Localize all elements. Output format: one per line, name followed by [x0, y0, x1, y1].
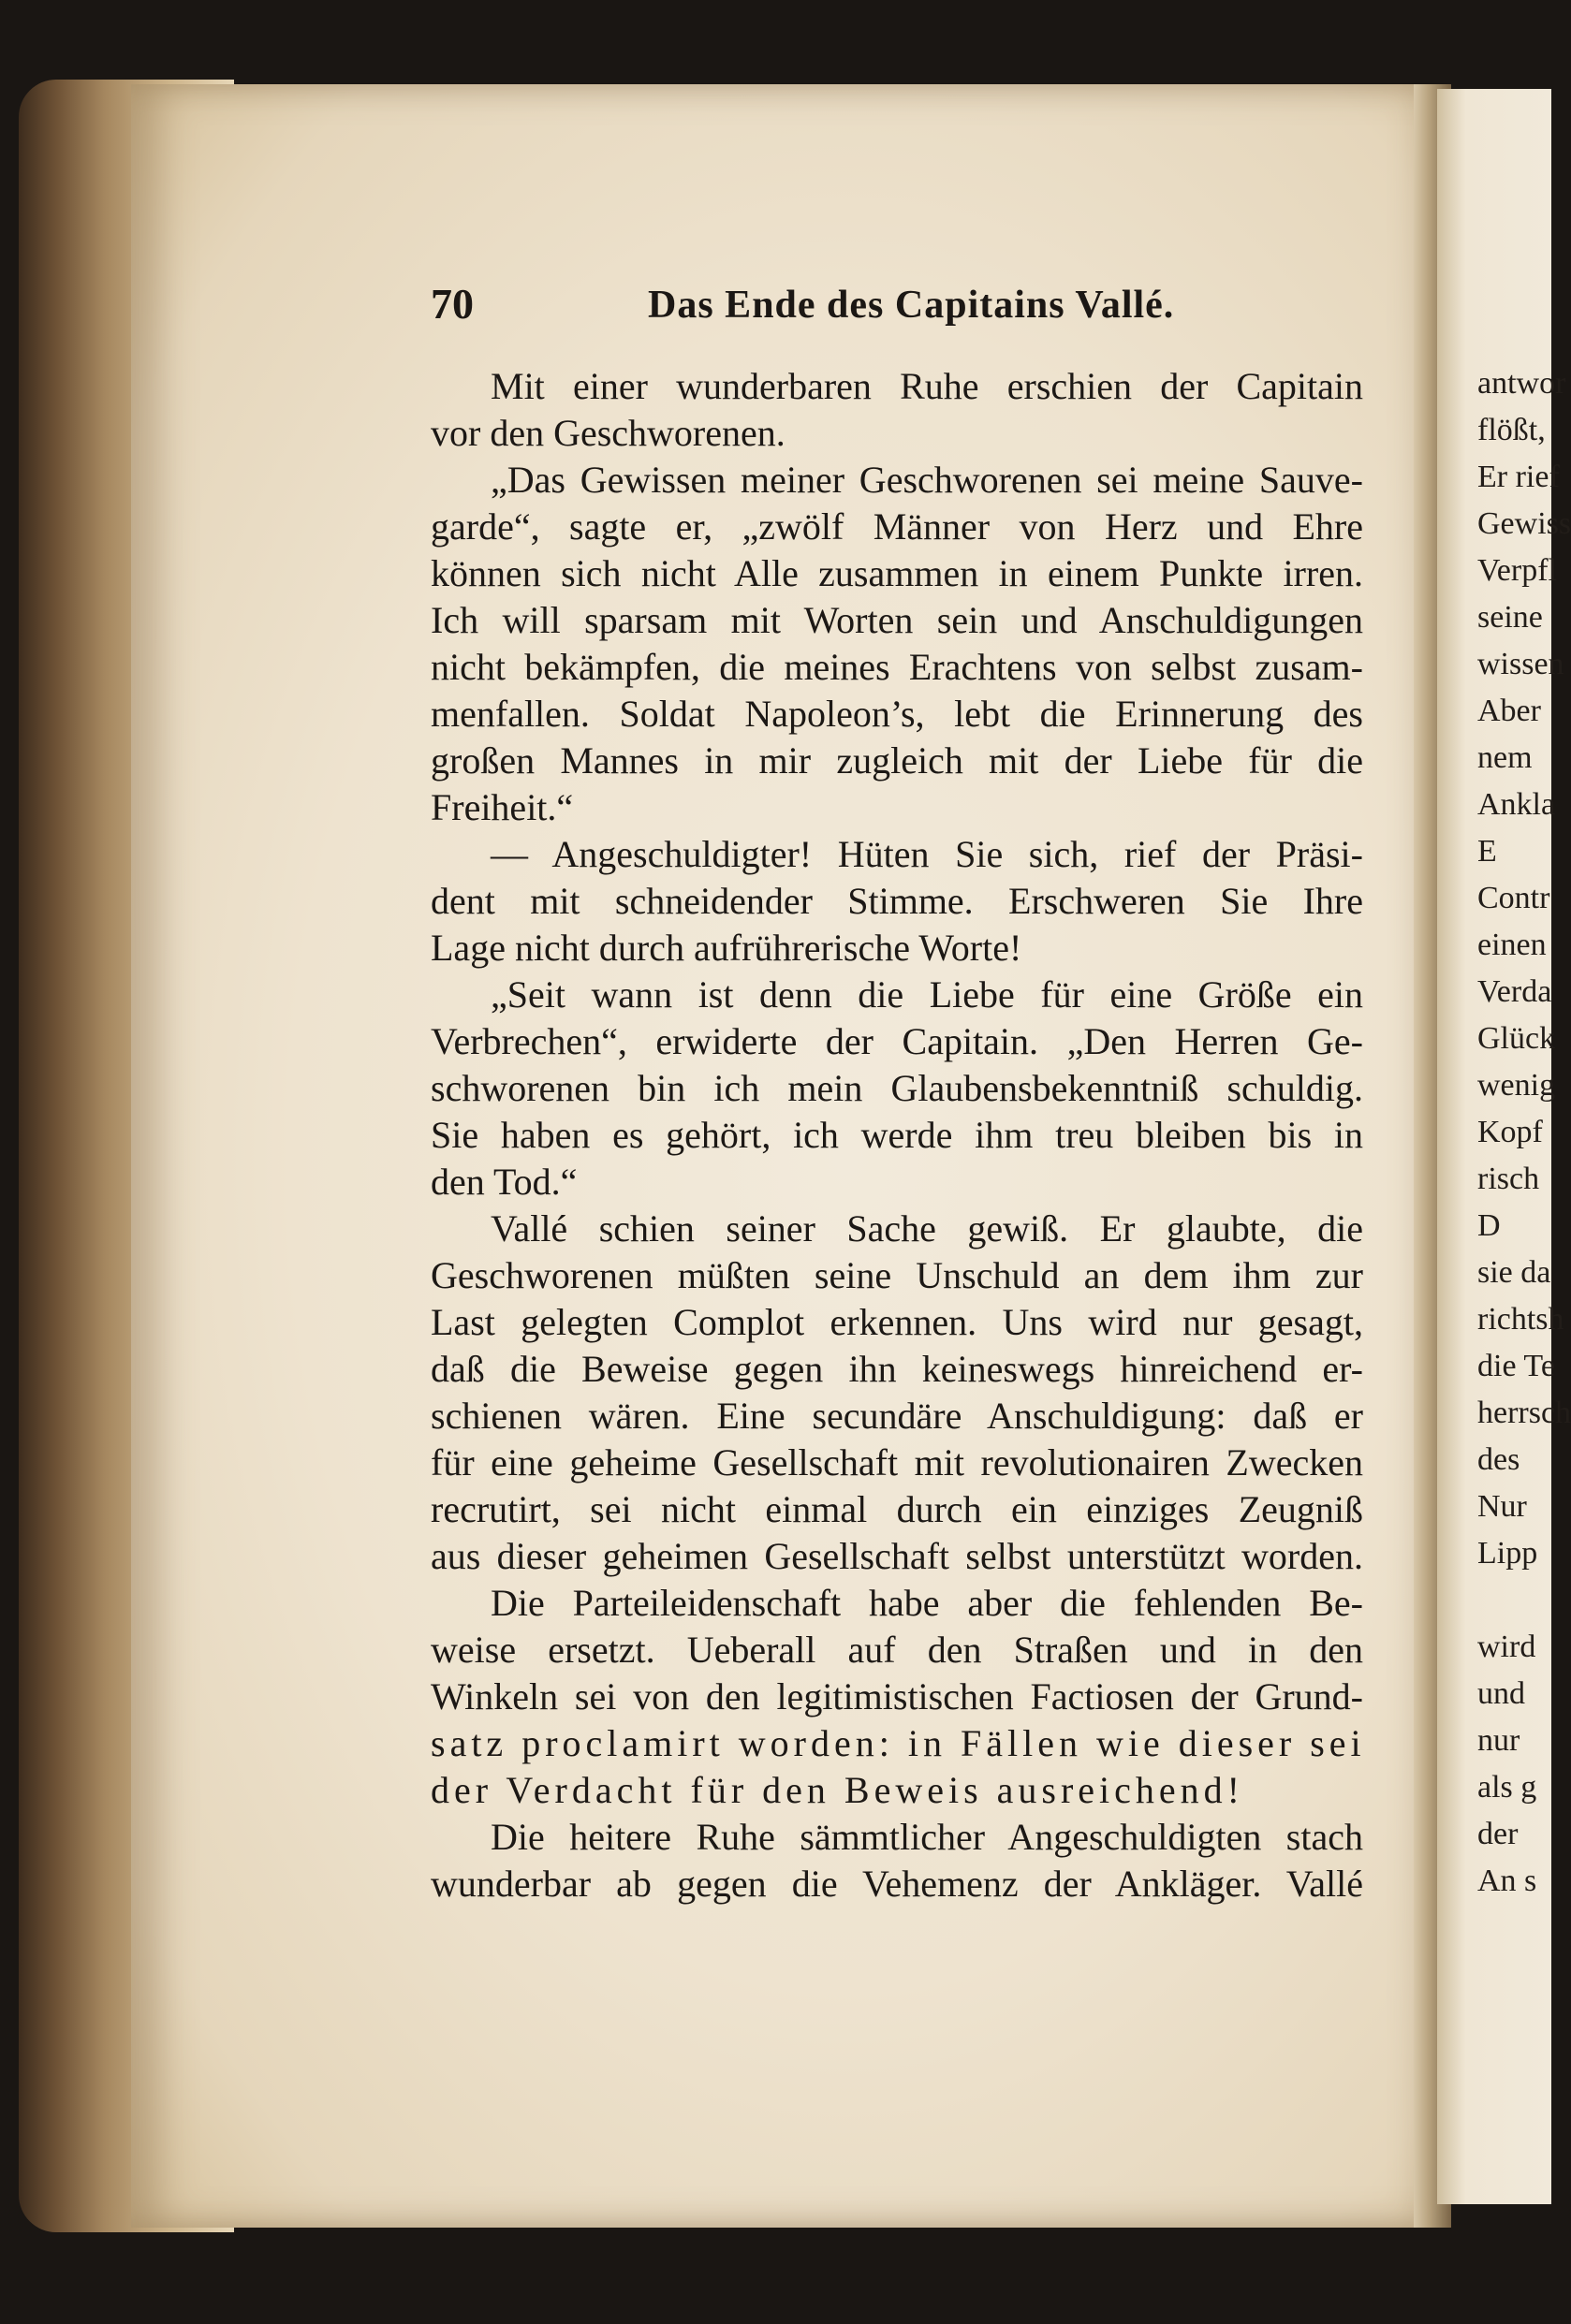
text-line: schienen wären. Eine secundäre Anschuldigung: daß er [431, 1395, 1363, 1437]
text-line: wunderbar ab gegen die Vehemenz der Ankläger. Vallé [431, 1863, 1363, 1905]
running-title: Das Ende des Capitains Vallé. [648, 284, 1175, 327]
right-page-line: des [1477, 1442, 1520, 1477]
right-page-line: Verpfl [1477, 553, 1557, 588]
text-line: — Angeschuldigter! Hüten Sie sich, rief der Präsi- [491, 833, 1363, 875]
right-page-line: Verda [1477, 974, 1552, 1009]
right-page-line: E [1477, 834, 1497, 869]
right-page-line: als g [1477, 1770, 1537, 1805]
text-line: recrutirt, sei nicht einmal durch ein einziges Zeugniß [431, 1488, 1363, 1530]
text-line: satz proclamirt worden: in Fällen wie dieser sei [431, 1722, 1366, 1764]
text-line: Winkeln sei von den legitimistischen Factiosen der Grund- [431, 1675, 1363, 1717]
page-header [431, 279, 1367, 335]
right-page-line: An s [1477, 1864, 1537, 1898]
text-line: weise ersetzt. Ueberall auf den Straßen und in den [431, 1629, 1363, 1671]
right-page-line: D [1477, 1208, 1501, 1243]
right-page-line: antwor [1477, 366, 1566, 401]
right-page-line: nur [1477, 1723, 1520, 1758]
text-line: für eine geheime Gesellschaft mit revolutionairen Zwecken [431, 1441, 1363, 1484]
right-page-line: wissen [1477, 647, 1564, 681]
right-page-line: Kopf [1477, 1115, 1543, 1149]
right-page-line: und [1477, 1676, 1525, 1711]
text-line: Die heitere Ruhe sämmtlicher Angeschuldigten stach [491, 1816, 1363, 1858]
text-line: Last gelegten Complot erkennen. Uns wird nur gesagt, [431, 1301, 1363, 1343]
right-page-line: der [1477, 1817, 1519, 1851]
text-line: Mit einer wunderbaren Ruhe erschien der Capitain [491, 365, 1363, 407]
right-page-line: Glück [1477, 1021, 1556, 1056]
text-line: aus dieser geheimen Gesellschaft selbst unterstützt worden. [431, 1535, 1363, 1577]
text-line: Die Parteileidenschaft habe aber die fehlenden Be- [491, 1582, 1363, 1624]
right-page-line: risch [1477, 1162, 1540, 1196]
right-page-line: wenig [1477, 1068, 1556, 1103]
body-text [431, 363, 1366, 1907]
text-line: Ich will sparsam mit Worten sein und Anschuldigungen [431, 599, 1363, 641]
right-page-line: Nur [1477, 1489, 1527, 1524]
text-line: garde“, sagte er, „zwölf Männer von Herz und Ehre [431, 505, 1363, 548]
text-line: Freiheit.“ [431, 786, 574, 828]
text-line: Vallé schien seiner Sache gewiß. Er glaubte, die [491, 1207, 1363, 1250]
right-page-text-fragment [1477, 360, 1571, 1905]
text-line: der Verdacht für den Beweis ausreichend! [431, 1769, 1244, 1811]
right-page-line: die Te [1477, 1349, 1555, 1383]
text-line: nicht bekämpfen, die meines Erachtens von selbst zusam- [431, 646, 1363, 688]
right-page-line: nem [1477, 740, 1533, 775]
right-page-line: richtsh [1477, 1302, 1564, 1337]
right-page-line: wird [1477, 1630, 1536, 1664]
right-page-line: Ankla [1477, 787, 1556, 822]
text-line: Sie haben es gehört, ich werde ihm treu bleiben bis in [431, 1114, 1363, 1156]
text-line: menfallen. Soldat Napoleon’s, lebt die Erinnerung des [431, 693, 1363, 735]
text-line: großen Mannes in mir zugleich mit der Liebe für die [431, 739, 1363, 782]
text-line: schworenen bin ich mein Glaubensbekenntniß schuldig. [431, 1067, 1363, 1109]
right-page-line: herrsch [1477, 1396, 1571, 1430]
text-line: daß die Beweise gegen ihn keineswegs hinreichend er- [431, 1348, 1363, 1390]
right-page-line: einen [1477, 928, 1547, 962]
right-page-line: seine [1477, 600, 1543, 635]
page-number: 70 [431, 280, 474, 328]
text-line: „Seit wann ist denn die Liebe für eine Größe ein [491, 973, 1363, 1016]
text-line: dent mit schneidender Stimme. Erschweren Sie Ihre [431, 880, 1363, 922]
text-line: Geschworenen müßten seine Unschuld an dem ihm zur [431, 1254, 1363, 1296]
text-line: den Tod.“ [431, 1161, 578, 1203]
right-page-line: Lipp [1477, 1536, 1538, 1571]
text-line: vor den Geschworenen. [431, 412, 786, 454]
text-line: Lage nicht durch aufrührerische Worte! [431, 927, 1022, 969]
right-page-line: Gewiss [1477, 506, 1571, 541]
text-line: „Das Gewissen meiner Geschworenen sei meine Sauve- [491, 459, 1363, 501]
right-page-line: Contr [1477, 881, 1550, 915]
right-page-line: Er rief [1477, 460, 1560, 494]
right-page-line: flößt, [1477, 413, 1546, 447]
text-line: können sich nicht Alle zusammen in einem Punkte irren. [431, 552, 1363, 594]
right-page-line: sie da [1477, 1255, 1551, 1290]
right-page-line [1477, 1577, 1551, 1624]
right-page-line: Aber [1477, 694, 1541, 728]
text-line: Verbrechen“, erwiderte der Capitain. „Den Herren Ge- [431, 1020, 1363, 1062]
